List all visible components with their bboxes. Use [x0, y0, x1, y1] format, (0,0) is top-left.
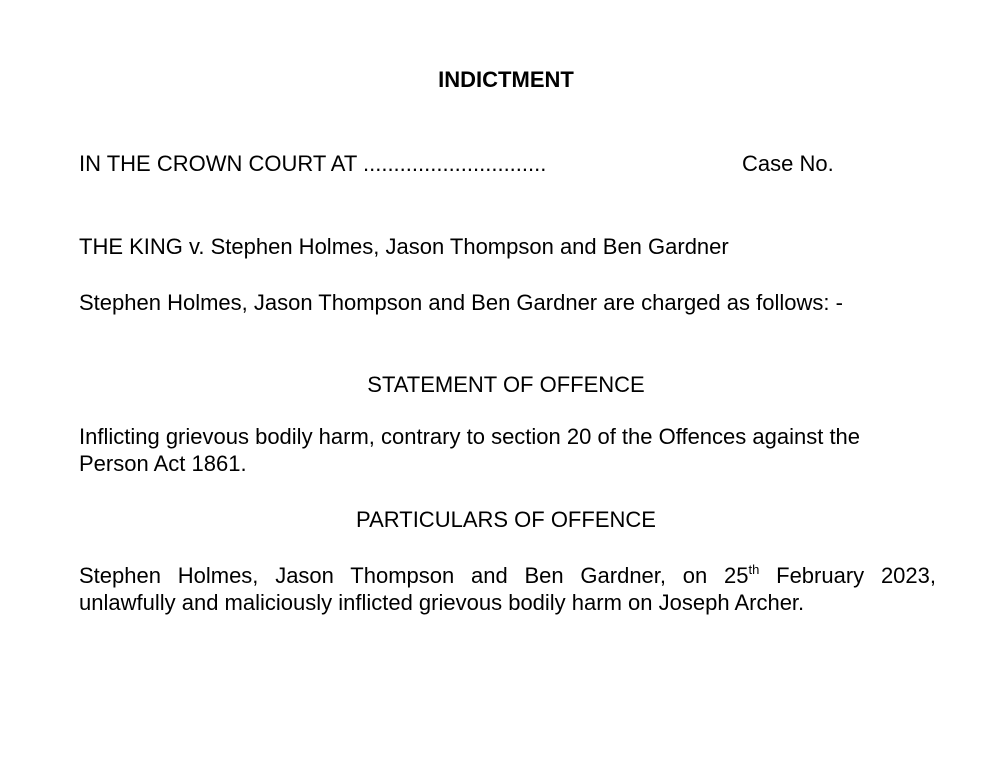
statement-of-offence-text: [79, 423, 936, 477]
particulars-line-1: [79, 562, 936, 589]
particulars-line-1-date: February 2023,: [759, 563, 936, 588]
particulars-of-offence-heading: PARTICULARS OF OFFENCE: [356, 507, 656, 532]
statement-line-1: Inflicting grievous bodily harm, contrary to section 20 of the Offences against the: [79, 424, 861, 449]
case-number-label: Case No.: [742, 151, 834, 176]
charge-intro: Stephen Holmes, Jason Thompson and Ben Gardner are charged as follows: -: [79, 290, 843, 315]
parties-line: THE KING v. Stephen Holmes, Jason Thompson and Ben Gardner: [79, 234, 729, 259]
particulars-line-1-text: Stephen Holmes, Jason Thompson and Ben Gardner, on 25: [79, 563, 749, 588]
particulars-of-offence-text: [79, 562, 936, 616]
ordinal-suffix: th: [748, 562, 760, 577]
court-line: IN THE CROWN COURT AT ..............................: [79, 151, 547, 176]
statement-of-offence-heading: STATEMENT OF OFFENCE: [367, 372, 645, 397]
particulars-line-2: unlawfully and maliciously inflicted grievous bodily harm on Joseph Archer.: [79, 590, 805, 615]
statement-line-2: Person Act 1861.: [79, 451, 247, 476]
document-title: INDICTMENT: [438, 67, 574, 92]
